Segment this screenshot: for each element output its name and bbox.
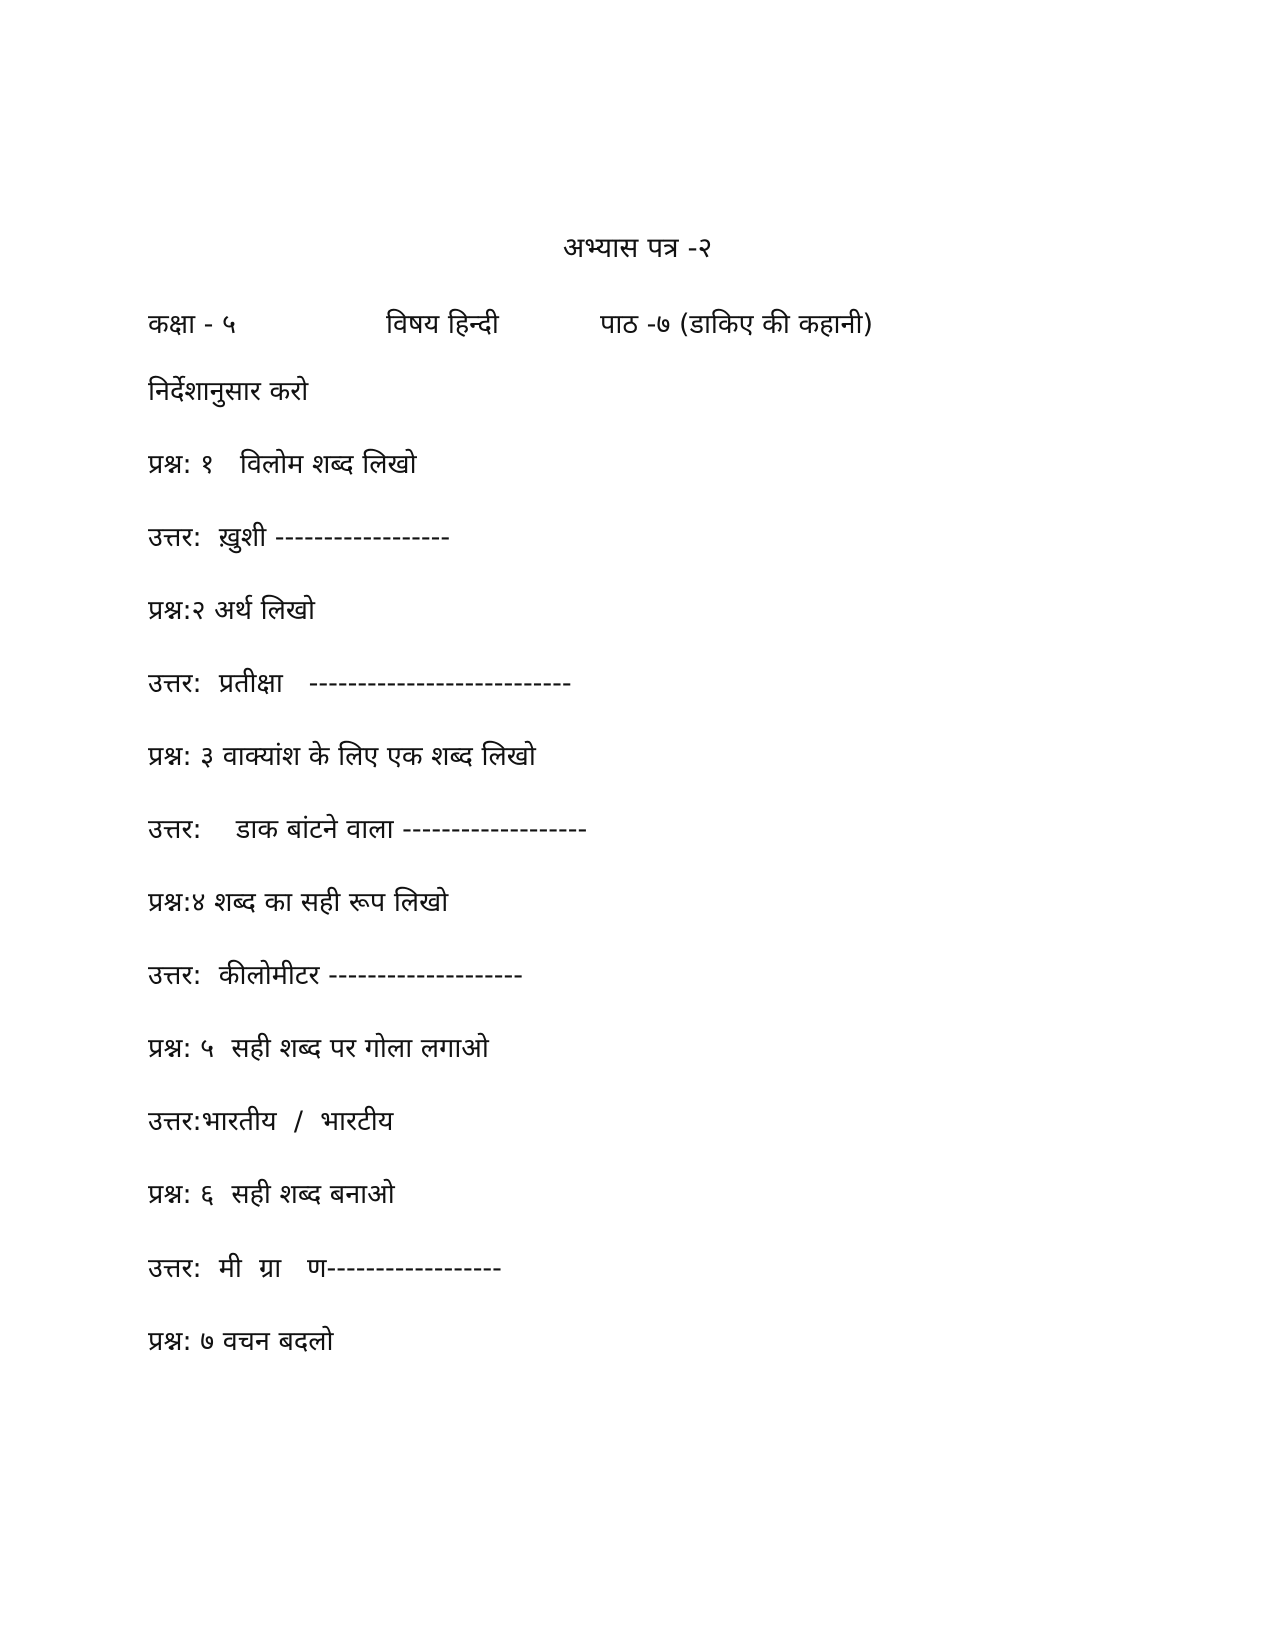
question-1: प्रश्न: १ विलोम शब्द लिखो — [148, 449, 417, 480]
lesson-label: पाठ -७ (डाकिए की कहानी) — [600, 309, 874, 340]
question-2: प्रश्न:२ अर्थ लिखो — [148, 595, 316, 626]
question-5: प्रश्न: ५ सही शब्द पर गोला लगाओ — [148, 1033, 489, 1064]
title-text: अभ्यास पत्र -२ — [562, 231, 713, 264]
answer-2: उत्तर: प्रतीक्षा --------------------------- — [148, 668, 572, 699]
answer-6: उत्तर: मी ग्रा ण------------------ — [148, 1253, 502, 1284]
class-label: कक्षा - ५ — [148, 309, 237, 340]
answer-3: उत्तर: डाक बांटने वाला ------------------- — [148, 814, 588, 845]
question-3: प्रश्न: ३ वाक्यांश के लिए एक शब्द लिखो — [148, 741, 536, 772]
answer-5: उत्तर:भारतीय / भारटीय — [148, 1106, 394, 1137]
question-6: प्रश्न: ६ सही शब्द बनाओ — [148, 1179, 395, 1210]
question-4: प्रश्न:४ शब्द का सही रूप लिखो — [148, 887, 449, 918]
answer-4: उत्तर: कीलोमीटर -------------------- — [148, 960, 524, 991]
instruction-heading: निर्देशानुसार करो — [148, 376, 309, 407]
page-title — [0, 228, 1275, 266]
subject-label: विषय हिन्दी — [386, 309, 499, 340]
answer-1: उत्तर: ख़ुशी ------------------ — [148, 522, 451, 553]
question-7: प्रश्न: ७ वचन बदलो — [148, 1326, 334, 1357]
